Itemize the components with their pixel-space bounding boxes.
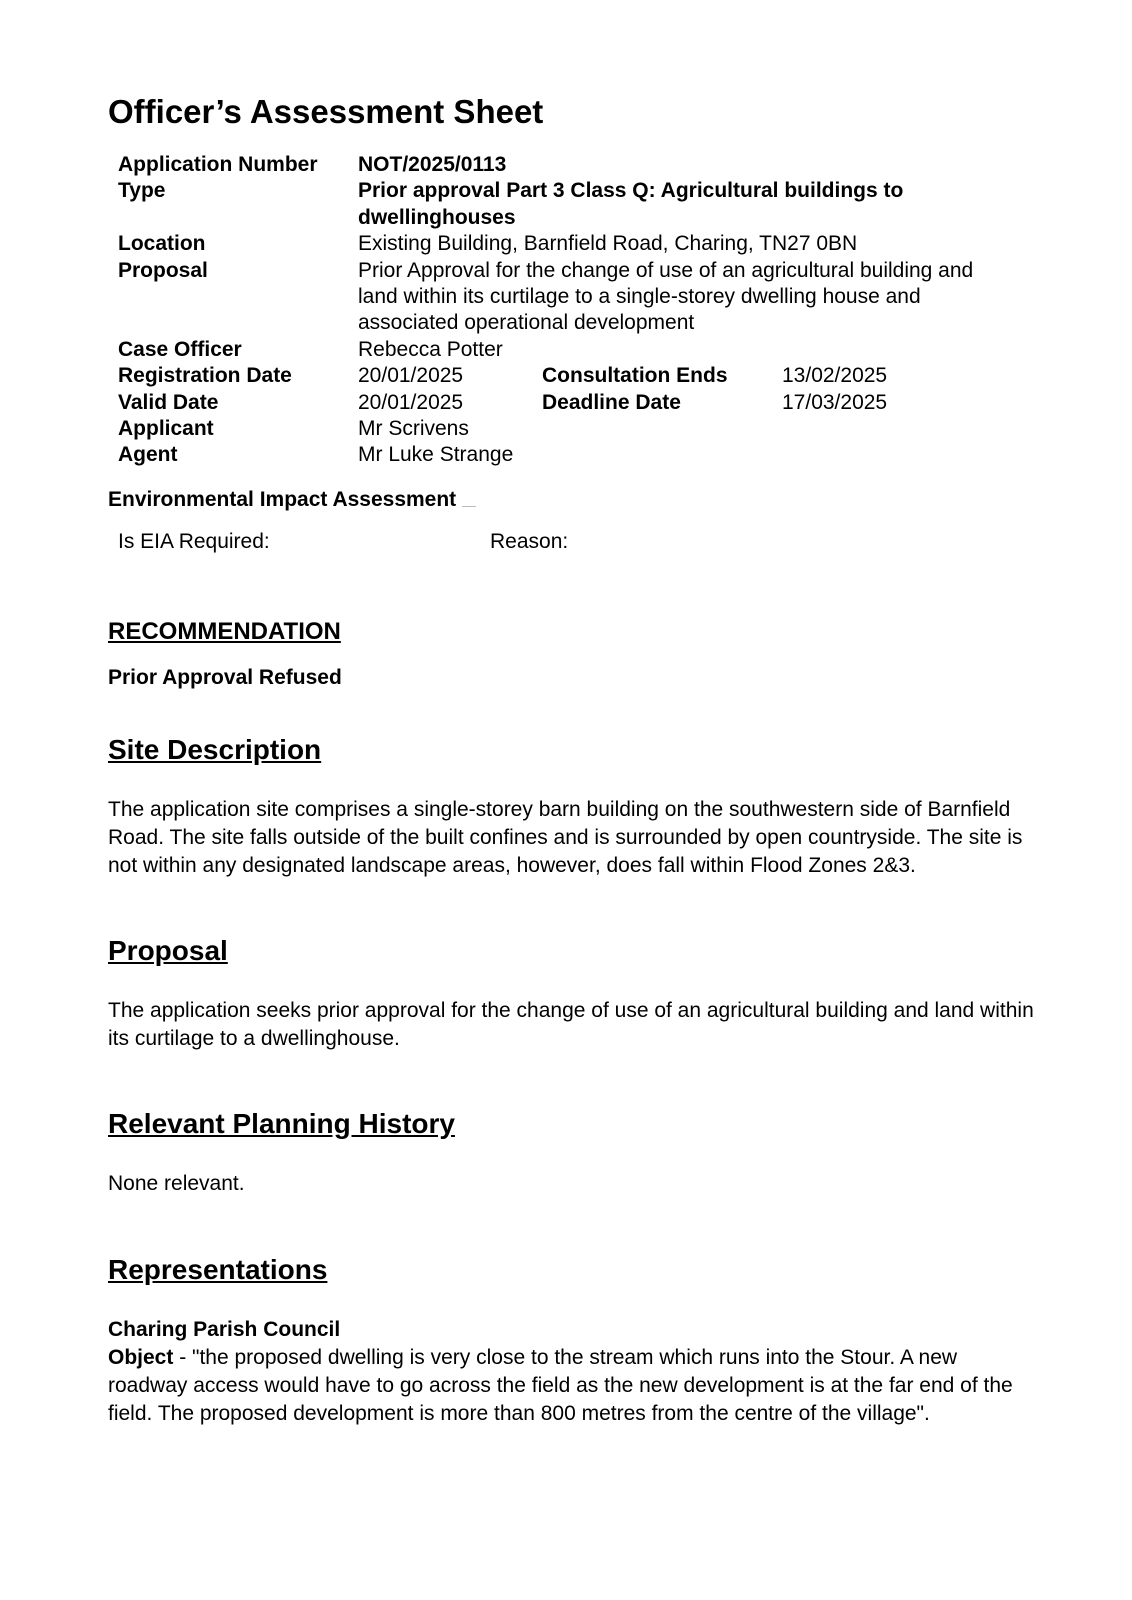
deadline-date-label: Deadline Date bbox=[542, 390, 681, 414]
site-description-text: The application site comprises a single-storey barn building on the southwestern side of Barnfield Road. The site falls outside of the built confines and is surrounded by open countryside. The site is not within any designated landscape areas, however, does fall within Flood Zones 2&3. bbox=[108, 798, 1023, 877]
registration-date-row bbox=[118, 363, 1018, 389]
eia-marker bbox=[462, 506, 476, 507]
page-title: Officer’s Assessment Sheet bbox=[108, 93, 544, 130]
proposal-row bbox=[118, 258, 1018, 337]
type-label: Type bbox=[118, 179, 166, 203]
parish-council-heading: Charing Parish Council bbox=[108, 1318, 341, 1341]
agent-value: Mr Luke Strange bbox=[358, 443, 514, 467]
location-value: Existing Building, Barnfield Road, Charing, TN27 0BN bbox=[358, 232, 858, 256]
application-number-value: NOT/2025/0113 bbox=[358, 153, 507, 176]
applicant-value: Mr Scrivens bbox=[358, 416, 469, 440]
planning-history-text: None relevant. bbox=[108, 1172, 245, 1195]
planning-history-heading: Relevant Planning History bbox=[108, 1108, 455, 1139]
application-number-row bbox=[118, 152, 1018, 178]
eia-heading-text: Environmental Impact Assessment bbox=[108, 488, 457, 511]
consultation-ends-value: 13/02/2025 bbox=[782, 364, 888, 388]
case-officer-row bbox=[118, 337, 1018, 363]
site-description-heading: Site Description bbox=[108, 734, 322, 765]
type-value: Prior approval Part 3 Class Q: Agricultural buildings to dwellinghouses bbox=[358, 179, 904, 229]
eia-reason-label: Reason: bbox=[490, 530, 569, 553]
consultation-ends-label: Consultation Ends bbox=[542, 364, 728, 388]
location-label: Location bbox=[118, 232, 206, 256]
proposal-heading: Proposal bbox=[108, 935, 228, 966]
applicant-row bbox=[118, 416, 1018, 442]
eia-required-label: Is EIA Required: bbox=[118, 530, 270, 553]
object-label: Object bbox=[108, 1346, 174, 1369]
eia-heading bbox=[108, 488, 476, 512]
object-text: - "the proposed dwelling is very close to the stream which runs into the Stour. A new roadway access would have to go across the field as the new development is at the far end of the field. The proposed development is more than 800 metres from the centre of the village". bbox=[108, 1346, 1013, 1425]
agent-label: Agent bbox=[118, 443, 178, 467]
parish-council-comment bbox=[108, 1344, 1038, 1428]
applicant-label: Applicant bbox=[118, 416, 214, 440]
deadline-date-value: 17/03/2025 bbox=[782, 390, 888, 414]
application-details bbox=[118, 152, 1018, 469]
valid-date-value: 20/01/2025 bbox=[358, 390, 464, 414]
valid-date-row bbox=[118, 390, 1018, 416]
application-number-label: Application Number bbox=[118, 153, 318, 176]
recommendation-value: Prior Approval Refused bbox=[108, 666, 342, 689]
case-officer-value: Rebecca Potter bbox=[358, 337, 503, 361]
proposal-text: The application seeks prior approval for the change of use of an agricultural building and land within its curtilage to a dwellinghouse. bbox=[108, 999, 1034, 1050]
registration-date-label: Registration Date bbox=[118, 364, 292, 388]
valid-date-label: Valid Date bbox=[118, 390, 219, 414]
type-row bbox=[118, 178, 1018, 231]
proposal-label: Proposal bbox=[118, 258, 208, 282]
registration-date-value: 20/01/2025 bbox=[358, 364, 464, 388]
representations-heading: Representations bbox=[108, 1254, 328, 1285]
proposal-value: Prior Approval for the change of use of an agricultural building and land within its curtilage to a single-storey dwelling house and associated operational development bbox=[358, 258, 974, 335]
agent-row bbox=[118, 442, 1018, 468]
location-row bbox=[118, 231, 1018, 257]
case-officer-label: Case Officer bbox=[118, 337, 242, 361]
recommendation-heading: RECOMMENDATION bbox=[108, 618, 341, 645]
